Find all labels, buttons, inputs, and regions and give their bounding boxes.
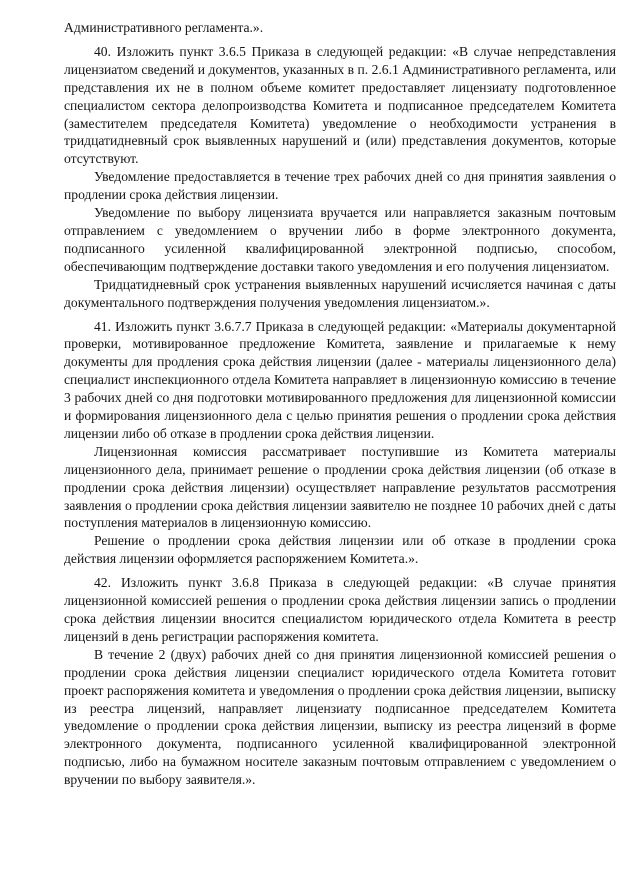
item-42-paragraph-1: 42. Изложить пункт 3.6.8 Приказа в следующей редакции: «В случае принятия лицензионной комиссией решения о продлении срока действия лицензии запись о продлении срока действия лицензии вносится специалистом юридического отдела Комитета в реестр лицензий в день регистрации распоряжения комитета. (64, 575, 616, 644)
item-40-paragraph-4: Тридцатидневный срок устранения выявленных нарушений исчисляется начиная с даты документального подтверждения получения уведомления лицензиатом.». (64, 276, 616, 310)
item-40 (64, 43, 616, 312)
item-42 (64, 574, 616, 789)
item-40-paragraph-2: Уведомление предоставляется в течение трех рабочих дней со дня принятия заявления о продлении срока действия лицензии. (64, 169, 616, 203)
item-41 (64, 318, 616, 569)
item-41-paragraph-3: Решение о продлении срока действия лицензии или об отказе в продлении срока действия лицензии оформляется распоряжением Комитета.». (64, 533, 616, 567)
item-40-paragraph-3: Уведомление по выбору лицензиата вручается или направляется заказным почтовым отправлением с уведомлением о вручении либо в форме электронного документа, подписанного усиленной квалифицированной электронной подписью, способом, обеспечивающим подтверждение доставки такого уведомления и его получения лицензиатом. (64, 205, 616, 274)
item-41-paragraph-1: 41. Изложить пункт 3.6.7.7 Приказа в следующей редакции: «Материалы документарной проверки, мотивированное предложение Комитета, заявление и прилагаемые к нему документы для продления срока действия лицензии (далее - материалы лицензионного дела) специалист инспекционного отдела Комитета направляет в лицензионную комиссию в течение 3 рабочих дней со дня подготовки мотивированного предложения для лицензионной комиссии и формирования лицензионного дела с целью принятия решения о продлении срока действия лицензии либо об отказе в продлении срока действия лицензии. (64, 318, 616, 441)
intro-line: Административного регламента.». (64, 20, 264, 35)
item-41-paragraph-2: Лицензионная комиссия рассматривает поступившие из Комитета материалы лицензионного дела, принимает решение о продлении срока действия лицензии (об отказе в продлении срока действия лицензии) осуществляет направление результатов рассмотрения заявления о продлении срока действия лицензии заявителю не позднее 10 рабочих дней с даты поступления материалов в лицензионную комиссию. (64, 443, 616, 531)
item-42-paragraph-2: В течение 2 (двух) рабочих дней со дня принятия лицензионной комиссией решения о продлении срока действия лицензии специалист юридического отдела Комитета готовит проект распоряжения комитета и уведомления о продлении срока действия лицензии, выписку из реестра лицензий, направляет лицензиату подписанное председателем Комитета уведомление о продлении срока действия лицензии, выписку из реестра лицензий в форме электронного документа, подписанного усиленной квалифицированной электронной подписью, либо на бумажном носителе заказным почтовым отправлением с уведомлением о вручении по выбору заявителя.». (64, 646, 616, 788)
item-40-paragraph-1: 40. Изложить пункт 3.6.5 Приказа в следующей редакции: «В случае непредставления лицензиатом сведений и документов, указанных в п. 2.6.1 Административного регламента, или представления их не в полном объеме комитет предоставляет лицензиату подготовленное специалистом сектора делопроизводства Комитета и подписанное председателем Комитета (заместителем председателя Комитета) уведомление о необходимости устранения в тридцатидневный срок выявленных нарушений и (или) представления документов, которые отсутствуют. (64, 43, 616, 167)
